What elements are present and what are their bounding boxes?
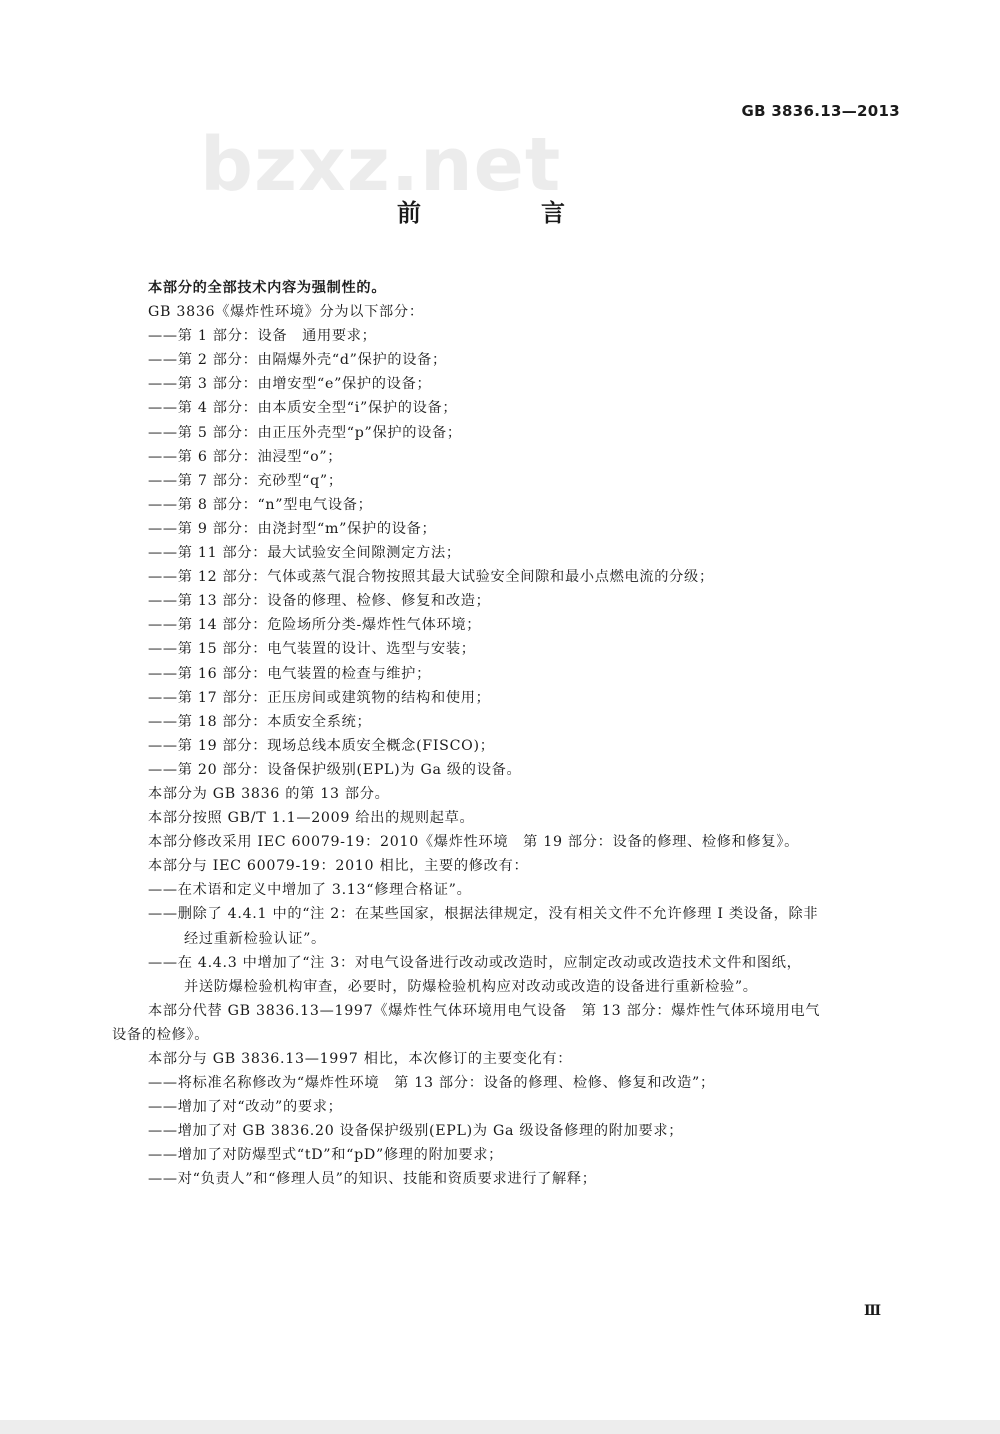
- text-line: ——增加了对防爆型式“tD”和“pD”修理的附加要求；: [148, 1147, 504, 1164]
- bottom-bar: [0, 1420, 1000, 1434]
- text-line: ——第 19 部分：现场总线本质安全概念(FISCO)；: [148, 737, 495, 754]
- watermark: bzxz.net: [200, 122, 562, 208]
- text-line: ——第 7 部分：充砂型“q”；: [148, 472, 343, 489]
- text-line: ——第 9 部分：由浇封型“m”保护的设备；: [148, 520, 437, 537]
- text-line: 并送防爆检验机构审查，必要时，防爆检验机构应对改动或改造的设备进行重新检验”。: [184, 978, 758, 995]
- text-line: ——第 16 部分：电气装置的检查与维护；: [148, 665, 431, 682]
- text-line: ——第 2 部分：由隔爆外壳“d”保护的设备；: [148, 352, 447, 369]
- text-line: ——第 4 部分：由本质安全型“i”保护的设备；: [148, 400, 458, 417]
- document-body: [112, 276, 902, 1192]
- text-line: ——对“负责人”和“修理人员”的知识、技能和资质要求进行了解释；: [148, 1171, 597, 1188]
- text-line: ——第 14 部分：危险场所分类-爆炸性气体环境；: [148, 617, 482, 634]
- text-line: 本部分代替 GB 3836.13—1997《爆炸性气体环境用电气设备 第 13 部分：爆炸性气体环境用电气: [148, 1002, 821, 1019]
- standard-code: GB 3836.13—2013: [741, 102, 900, 120]
- text-line: ——删除了 4.4.1 中的“注 2：在某些国家，根据法律规定，没有相关文件不允许修理 I 类设备，除非: [148, 906, 819, 923]
- text-line: 本部分修改采用 IEC 60079-19：2010《爆炸性环境 第 19 部分：设备的修理、检修和修复》。: [148, 834, 799, 851]
- text-line: ——增加了对 GB 3836.20 设备保护级别(EPL)为 Ga 级设备修理的附加要求；: [148, 1123, 684, 1140]
- text-line: ——第 3 部分：由增安型“e”保护的设备；: [148, 376, 432, 393]
- text-line: 本部分与 IEC 60079-19：2010 相比，主要的修改有：: [148, 858, 529, 875]
- page-title: 前 言: [397, 199, 613, 227]
- text-line: ——在术语和定义中增加了 3.13“修理合格证”。: [148, 882, 472, 899]
- text-line: 本部分按照 GB/T 1.1—2009 给出的规则起草。: [148, 810, 475, 827]
- text-line: ——第 17 部分：正压房间或建筑物的结构和使用；: [148, 689, 491, 706]
- text-line: ——第 12 部分：气体或蒸气混合物按照其最大试验安全间隙和最小点燃电流的分级；: [148, 569, 714, 586]
- text-line: ——将标准名称修改为“爆炸性环境 第 13 部分：设备的修理、检修、修复和改造”；: [148, 1075, 715, 1092]
- text-line: ——第 18 部分：本质安全系统；: [148, 713, 372, 730]
- text-line: 本部分的全部技术内容为强制性的。: [148, 280, 387, 296]
- text-line: 本部分与 GB 3836.13—1997 相比，本次修订的主要变化有：: [148, 1051, 573, 1067]
- text-line: 经过重新检验认证”。: [184, 930, 326, 947]
- page-number: Ⅲ: [864, 1303, 882, 1319]
- text-line: GB 3836《爆炸性环境》分为以下部分：: [148, 304, 424, 321]
- text-line: ——第 20 部分：设备保护级别(EPL)为 Ga 级的设备。: [148, 761, 522, 778]
- text-line: ——第 1 部分：设备 通用要求；: [148, 328, 377, 345]
- text-line: ——第 6 部分：油浸型“o”；: [148, 448, 343, 465]
- text-line: 设备的检修》。: [112, 1026, 210, 1043]
- text-line: ——第 15 部分：电气装置的设计、选型与安装；: [148, 641, 476, 658]
- text-line: 本部分为 GB 3836 的第 13 部分。: [148, 785, 390, 802]
- text-line: ——第 13 部分：设备的修理、检修、修复和改造；: [148, 593, 491, 610]
- text-line: ——第 11 部分：最大试验安全间隙测定方法；: [148, 545, 461, 562]
- text-line: ——第 8 部分：“n”型电气设备；: [148, 496, 373, 513]
- text-line: ——增加了对“改动”的要求；: [148, 1099, 343, 1116]
- text-line: ——在 4.4.3 中增加了“注 3：对电气设备进行改动或改造时，应制定改动或改造技术文件和图纸，: [148, 954, 802, 971]
- text-line: ——第 5 部分：由正压外壳型“p”保护的设备；: [148, 424, 462, 441]
